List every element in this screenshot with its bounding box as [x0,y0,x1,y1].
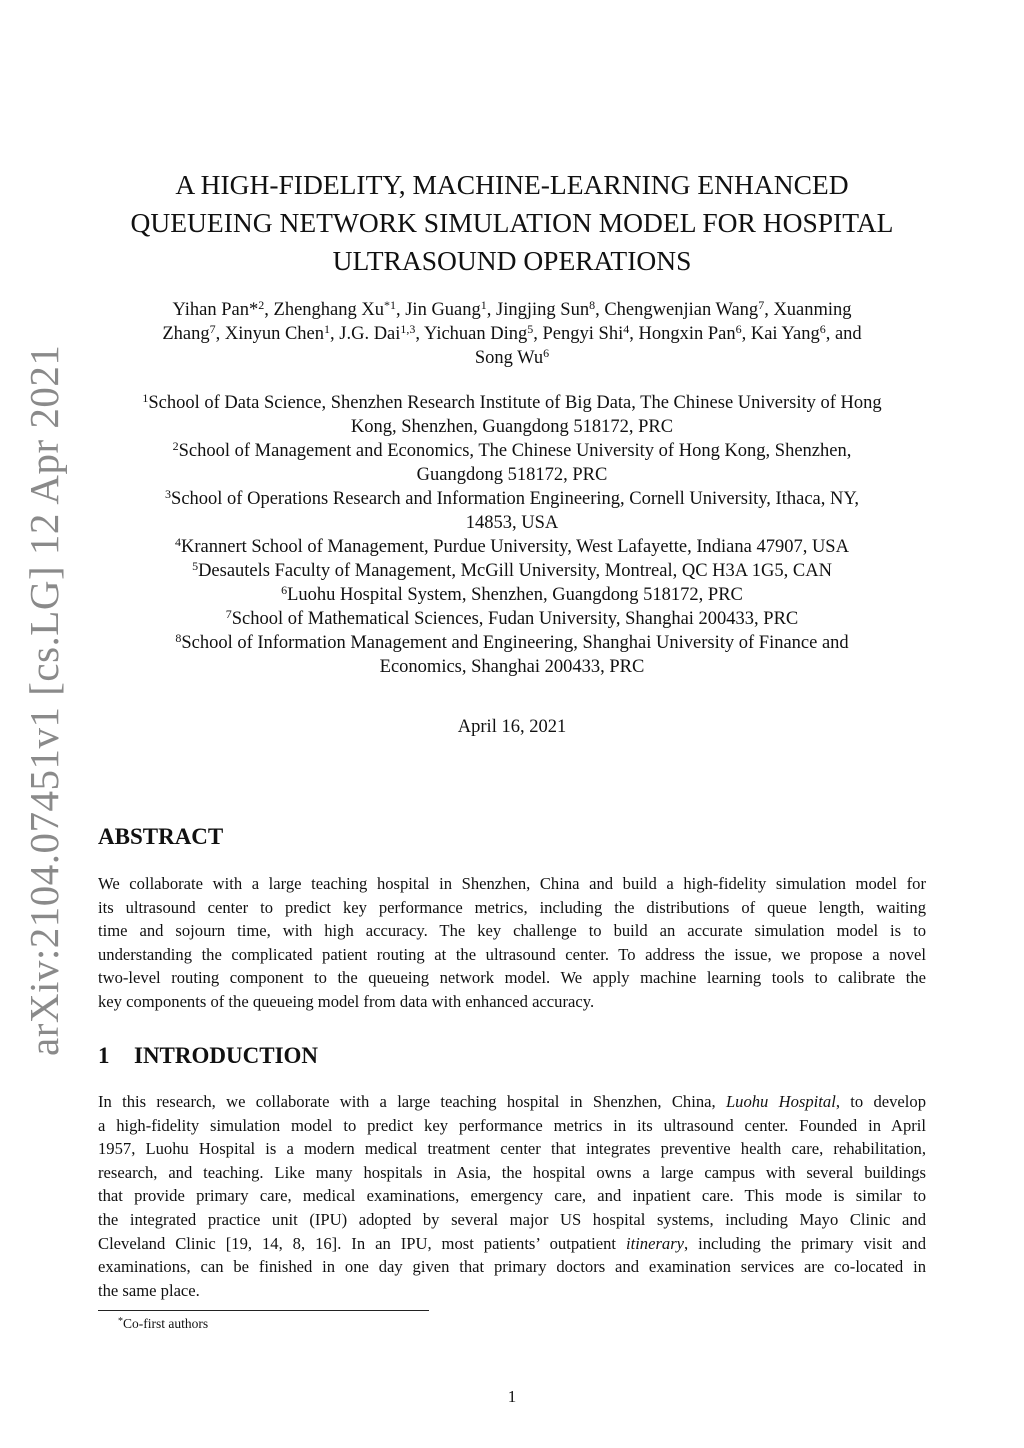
author-line [90,298,934,322]
page-number: 1 [507,1387,517,1406]
author-affil-mark: 1 [480,298,487,312]
author-affil-mark: 8 [589,298,596,312]
affiliation-line [85,487,939,511]
section-number: 1 [98,1043,110,1068]
author-affil-mark: 5 [527,322,534,336]
text-run: , including the primary visit and [684,1233,927,1253]
affiliation-line [85,391,939,415]
text-line: two-level routing component to the queueing network model. We apply machine learning tools to calibrate the [98,968,926,988]
author-affil-mark: 2 [258,298,265,312]
affiliation-mark: 5 [192,559,199,573]
introduction-text [98,1090,926,1302]
affiliation-text: Economics, Shanghai 200433, PRC [379,657,645,677]
affiliation-text: School of Management and Economics, The Chinese University of Hong Kong, Shenzhen, [178,441,852,461]
affiliation-mark: 7 [225,607,232,621]
author-affil-mark: 4 [623,322,630,336]
affiliation-line [85,463,939,487]
affiliation-text: Krannert School of Management, Purdue University, West Lafayette, Indiana 47907, USA [181,537,849,557]
affiliation-line [85,535,939,559]
author-name: , Yichuan Ding [415,324,528,344]
affiliation-mark: 3 [165,487,172,501]
author-name: , Xinyun Chen [215,324,325,344]
affiliation-mark: 6 [281,583,288,597]
author-line [90,346,934,370]
author-name: , Zhenghang Xu [264,300,384,320]
text-line: We collaborate with a large teaching hospital in Shenzhen, China and build a high-fidelity simulation model for [98,874,926,893]
affiliation-text: School of Mathematical Sciences, Fudan University, Shanghai 200433, PRC [231,609,799,629]
author-name: , J.G. Dai [330,324,401,344]
author-name: Zhang [162,324,210,344]
author-affil-mark: 6 [543,346,550,360]
text-run: In this research, we collaborate with a large teaching hospital in Shenzhen, China, [98,1092,726,1111]
affiliation-list [85,391,939,679]
footnote-text: Co-first authors [123,1316,209,1331]
text-run: Cleveland Clinic [19, 14, 8, 16]. In an IPU, most patients’ outpatient [98,1233,626,1253]
affiliation-line [85,511,939,535]
introduction-heading [98,1043,318,1069]
text-line: key components of the queueing model from data with enhanced accuracy. [98,991,595,1011]
paper-title [80,166,944,280]
text-line: a high-fidelity simulation model to predict key performance metrics in its ultrasound center. Founded in April [98,1115,926,1135]
title-line: ULTRASOUND OPERATIONS [332,245,692,276]
abstract-text [98,872,926,1014]
affiliation-mark: 8 [175,631,182,645]
affiliation-text: Luohu Hospital System, Shenzhen, Guangdong 518172, PRC [287,585,743,605]
text-line: the integrated practice unit (IPU) adopted by several major US hospital systems, including Mayo Clinic and [98,1209,926,1229]
author-name: Yihan Pan* [172,300,259,320]
text-line: the same place. [98,1280,200,1300]
affiliation-line [85,439,939,463]
affiliation-line [85,655,939,679]
affiliation-text: Desautels Faculty of Management, McGill University, Montreal, QC H3A 1G5, CAN [198,561,832,581]
text-run: , to develop [835,1092,926,1111]
text-line [98,1090,926,1114]
author-list [90,298,934,370]
text-line: that provide primary care, medical examinations, emergency care, and inpatient care. This mode is similar to [98,1186,926,1206]
text-line: time and sojourn time, with high accuracy. The key challenge to build an accurate simulation model is to [98,921,926,941]
emphasis-text: itinerary [625,1233,685,1253]
author-name: , Chengwenjian Wang [595,300,759,320]
affiliation-line [85,583,939,607]
author-affil-mark: 1 [324,322,331,336]
affiliation-text: 14853, USA [465,513,559,533]
author-name: Song Wu [474,348,544,368]
author-affil-mark: 6 [735,322,742,336]
affiliation-line [85,559,939,583]
text-line: its ultrasound center to predict key performance metrics, including the distributions of queue length, waiting [98,897,926,917]
text-line: 1957, Luohu Hospital is a modern medical treatment center that integrates preventive health care, rehabilitation, [98,1139,926,1159]
affiliation-text: Guangdong 518172, PRC [416,465,608,485]
affiliation-line [85,631,939,655]
author-name: , Pengyi Shi [533,324,624,344]
footnote-mark: * [118,1316,123,1327]
affiliation-line [85,607,939,631]
author-name: , Jin Guang [395,300,481,320]
affiliation-text: School of Information Management and Engineering, Shanghai University of Finance and [181,633,849,653]
text-line: research, and teaching. Like many hospitals in Asia, the hospital owns a large campus with several buildings [98,1162,926,1182]
author-name: , Hongxin Pan [629,324,736,344]
author-name: , Jingjing Sun [486,300,590,320]
title-line: A HIGH-FIDELITY, MACHINE-LEARNING ENHANCED [175,169,849,200]
publication-date: April 16, 2021 [457,717,567,737]
author-affil-mark: 7 [209,322,216,336]
affiliation-line [85,415,939,439]
footnote [118,1316,208,1332]
author-affil-mark: 7 [758,298,765,312]
text-line: understanding the complicated patient routing at the ultrasound center. To address the issue, we propose a novel [98,944,926,964]
text-line [98,1232,926,1256]
author-name: , Kai Yang [741,324,820,344]
text-line: examinations, can be finished in one day given that primary doctors and examination services are co-located in [98,1257,926,1277]
emphasis-text: Luohu Hospital [725,1092,836,1111]
abstract-heading: ABSTRACT [98,824,224,849]
section-title: INTRODUCTION [134,1043,319,1068]
author-name: , and [825,324,862,344]
author-affil-mark: 6 [819,322,826,336]
affiliation-mark: 1 [142,391,149,405]
affiliation-text: School of Data Science, Shenzhen Research Institute of Big Data, The Chinese University of Hong [148,393,882,413]
title-line: QUEUEING NETWORK SIMULATION MODEL FOR HOSPITAL [130,207,894,238]
arxiv-identifier: arXiv:2104.07451v1 [cs.LG] 12 Apr 2021 [21,344,67,1056]
affiliation-mark: 2 [172,439,179,453]
author-name: , Xuanming [764,300,852,320]
affiliation-text: Kong, Shenzhen, Guangdong 518172, PRC [350,417,674,437]
author-line [90,322,934,346]
footnote-rule [98,1310,429,1311]
affiliation-text: School of Operations Research and Information Engineering, Cornell University, Ithaca, NY, [171,489,859,509]
affiliation-mark: 4 [175,535,182,549]
author-affil-mark: *1 [383,298,396,312]
author-affil-mark: 1,3 [400,322,416,336]
